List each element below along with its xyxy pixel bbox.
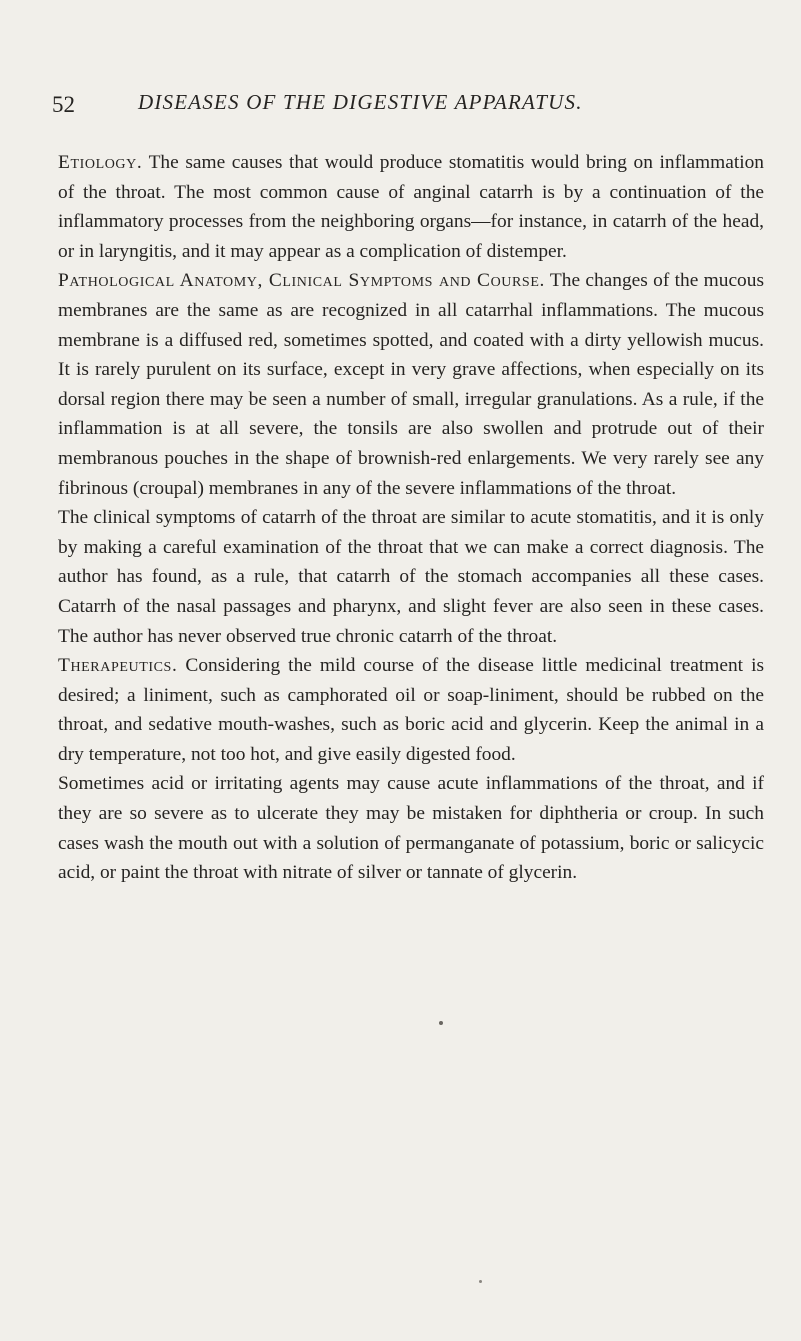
running-head-title: DISEASES OF THE DIGESTIVE APPARATUS. (138, 90, 583, 114)
paragraph-etiology (58, 148, 764, 266)
running-head (52, 92, 772, 132)
page-number: 52 (52, 92, 75, 117)
paragraph-therapeutics (58, 651, 764, 769)
paragraph-text: The same causes that would produce stomatitis would bring on inflammation of the throat. The most common cause of anginal catarrh is by a continuation of the inflammatory processes from the neighboring organs—for instance, in catarrh of the head, or in laryngitis, and it may appear as a complication of distemper. (58, 152, 764, 262)
section-heading-etiology: Etiology. (58, 152, 143, 173)
paragraph-irritating-agents (58, 769, 764, 887)
section-heading-pathological-anatomy: Pathological Anatomy, Clinical Symptoms and Course. (58, 270, 545, 292)
print-speck (479, 1280, 482, 1283)
paragraph-text: Sometimes acid or irritating agents may cause acute inflammations of the throat, and if they are so severe as to ulcerate they may be mistaken for diphtheria or croup. In such cases wash the mouth out with a solution of permanganate of potassium, boric or salicycic acid, or paint the throat with nitrate of silver or tannate of glycerin. (58, 773, 764, 884)
section-heading-therapeutics: Therapeutics. (58, 655, 178, 677)
print-mark-dot (439, 1021, 443, 1025)
paragraph-text: The changes of the mucous membranes are the same as are recognized in all catarrhal inflammations. The mucous membrane is a diffused red, sometimes spotted, and coated with a dirty yellowish mucus. It is rarely purulent on its surface, except in very grave affections, when especially on its dorsal region there may be seen a number of small, irregular granulations. As a rule, if the inflammation is at all severe, the tonsils are also swollen and protrude out of their membranous pouches in the shape of brownish-red enlargements. We very rarely see any fibrinous (croupal) membranes in any of the severe inflammations of the throat. (58, 270, 764, 499)
paragraph-pathological-anatomy (58, 266, 764, 503)
paragraph-text: The clinical symptoms of catarrh of the throat are similar to acute stomatitis, and it is only by making a careful examination of the throat that we can make a correct diagnosis. The author has found, as a rule, that catarrh of the stomach accompanies all these cases. Catarrh of the nasal passages and pharynx, and slight fever are also seen in these cases. The author has never observed true chronic catarrh of the throat. (58, 507, 764, 647)
paragraph-clinical-symptoms (58, 503, 764, 651)
body-text (58, 148, 764, 888)
paragraph-text: Considering the mild course of the disease little medicinal treatment is desired; a liniment, such as camphorated oil or soap-liniment, should be rubbed on the throat, and sedative mouth-washes, such as boric acid and glycerin. Keep the animal in a dry temperature, not too hot, and give easily digested food. (58, 655, 764, 765)
